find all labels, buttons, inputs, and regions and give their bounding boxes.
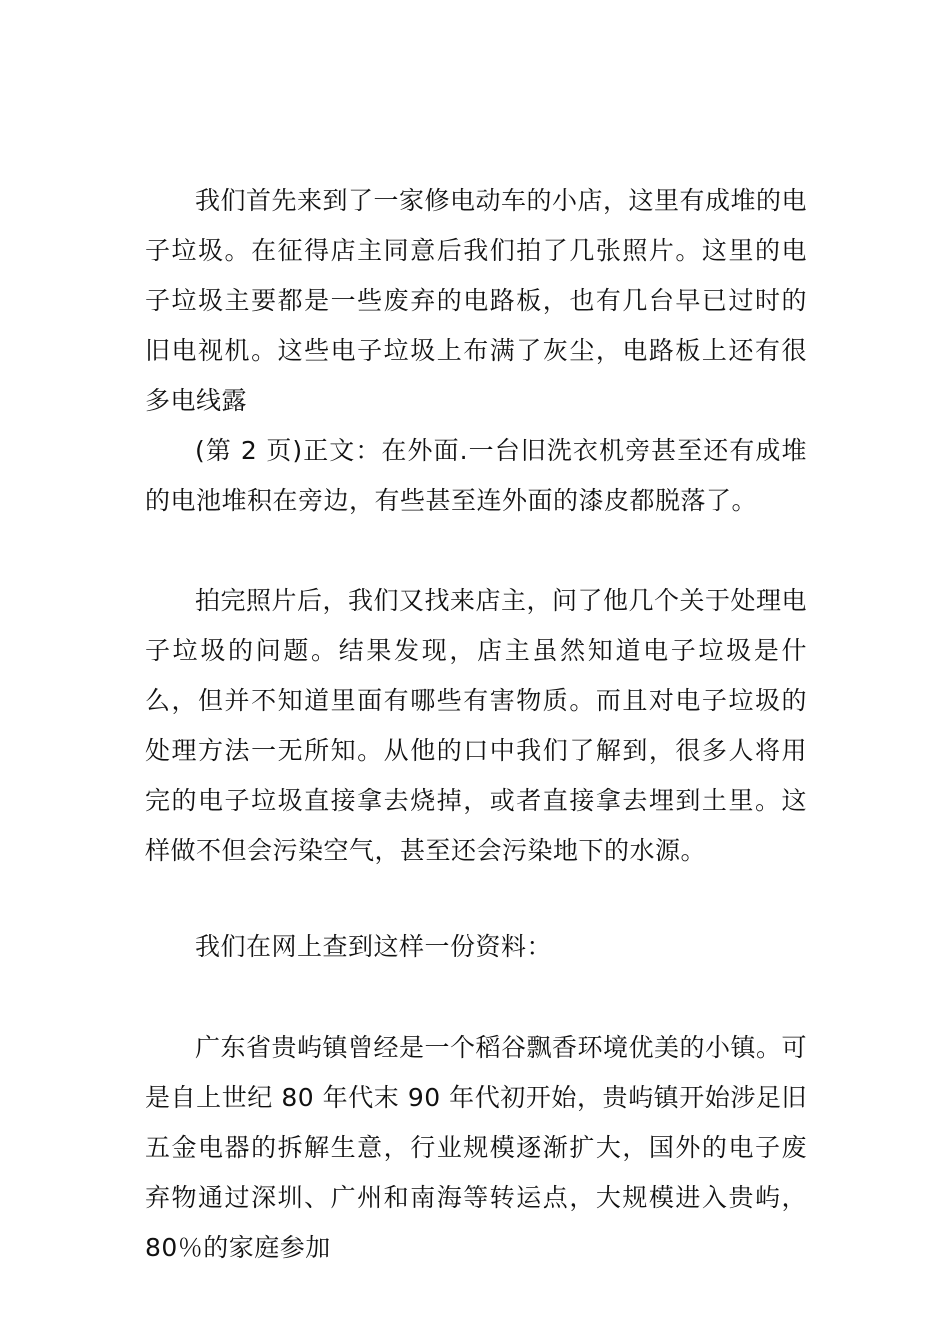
- paragraph-shop-owner-interview: 拍完照片后，我们又找来店主，问了他几个关于处理电子垃圾的问题。结果发现，店主虽然知道电子垃圾是什么，但并不知道里面有哪些有害物质。而且对电子垃圾的处理方法一无所知。从他的口中我们了解到，很多人将用完的电子垃圾直接拿去烧掉，或者直接拿去埋到土里。这样做不但会污染空气，甚至还会污染地下的水源。: [145, 586, 808, 865]
- paragraph-page-2-washing-machine: (第 2 页)正文：在外面.一台旧洗衣机旁甚至还有成堆的电池堆积在旁边，有些甚至连外面的漆皮都脱落了。: [145, 436, 807, 515]
- paragraph-guiyu-town: 广东省贵屿镇曾经是一个稻谷飘香环境优美的小镇。可是自上世纪 80 年代末 90 年代初开始，贵屿镇开始涉足旧五金电器的拆解生意，行业规模逐渐扩大，国外的电子废弃物通过深圳、广州和南海等转运点，大规模进入贵屿，80％的家庭参加: [145, 1033, 808, 1262]
- paragraph-online-material-intro: 我们在网上查到这样一份资料：: [195, 932, 553, 961]
- paragraph-repair-shop-visit: 我们首先来到了一家修电动车的小店，这里有成堆的电子垃圾。在征得店主同意后我们拍了几张照片。这里的电子垃圾主要都是一些废弃的电路板，也有几台早已过时的旧电视机。这些电子垃圾上布满了灰尘，电路板上还有很多电线露: [145, 186, 808, 415]
